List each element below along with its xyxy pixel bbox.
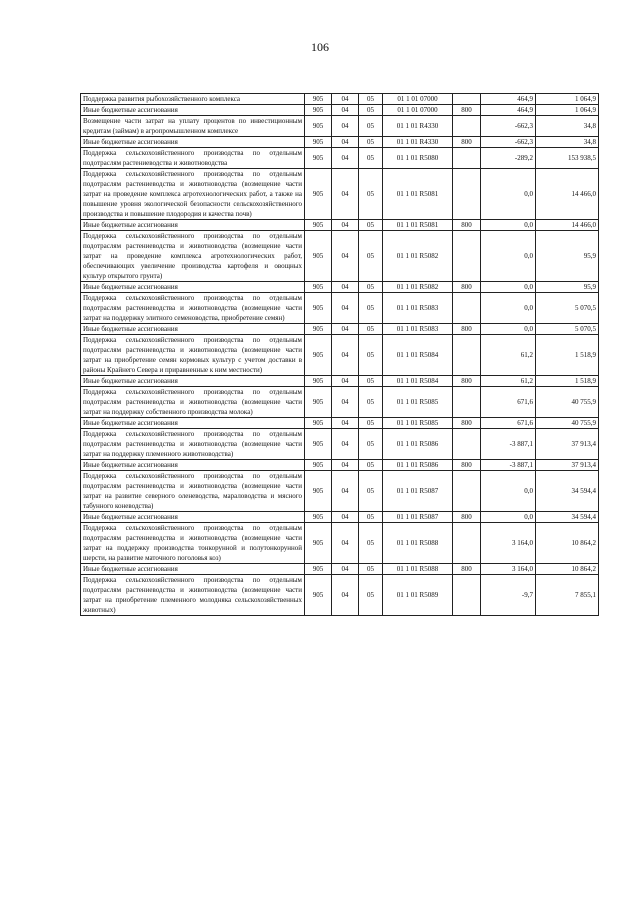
cell-change-amount: 671,6 [481, 387, 536, 418]
cell-target-article: 01 1 01 R4330 [383, 137, 453, 148]
cell-change-amount: 0,0 [481, 512, 536, 523]
cell-expense-type: 800 [453, 220, 481, 231]
cell-subsection: 05 [359, 460, 383, 471]
cell-subsection: 05 [359, 387, 383, 418]
cell-total-amount: 1 518,9 [536, 376, 599, 387]
cell-subsection: 05 [359, 282, 383, 293]
cell-name: Поддержка развития рыбохозяйственного комплекса [81, 94, 305, 105]
table-row [81, 523, 599, 564]
cell-change-amount: 3 164,0 [481, 523, 536, 564]
cell-subsection: 05 [359, 471, 383, 512]
table-row [81, 324, 599, 335]
cell-expense-type [453, 116, 481, 137]
cell-name: Поддержка сельскохозяйственного производства по отдельным подотраслям растениеводства и животноводства (возмещение части затрат на поддержку собственного производства молока) [81, 387, 305, 418]
cell-subsection: 05 [359, 220, 383, 231]
cell-change-amount: -662,3 [481, 137, 536, 148]
cell-subsection: 05 [359, 575, 383, 616]
cell-target-article: 01 1 01 R5085 [383, 387, 453, 418]
cell-expense-type [453, 429, 481, 460]
cell-target-article: 01 1 01 R5088 [383, 523, 453, 564]
cell-section: 04 [332, 575, 359, 616]
cell-name: Иные бюджетные ассигнования [81, 324, 305, 335]
cell-expense-type: 800 [453, 376, 481, 387]
cell-total-amount: 34,8 [536, 137, 599, 148]
cell-target-article: 01 1 01 R4330 [383, 116, 453, 137]
table-body [81, 94, 599, 616]
cell-grbs: 905 [305, 94, 332, 105]
cell-expense-type [453, 293, 481, 324]
cell-total-amount: 1 518,9 [536, 335, 599, 376]
cell-target-article: 01 1 01 R5083 [383, 324, 453, 335]
cell-section: 04 [332, 564, 359, 575]
cell-expense-type: 800 [453, 282, 481, 293]
cell-subsection: 05 [359, 418, 383, 429]
cell-target-article: 01 1 01 07000 [383, 105, 453, 116]
cell-name: Поддержка сельскохозяйственного производства по отдельным подотраслям растениеводства и животноводства (возмещение части затрат на приобретение семян кормовых культур с учетом доставки в районы Крайнего Севера и приравненные к ним местности) [81, 335, 305, 376]
cell-total-amount: 10 864,2 [536, 523, 599, 564]
cell-change-amount: 61,2 [481, 335, 536, 376]
cell-expense-type [453, 94, 481, 105]
cell-total-amount: 40 755,9 [536, 418, 599, 429]
cell-change-amount: -662,3 [481, 116, 536, 137]
cell-expense-type [453, 575, 481, 616]
cell-section: 04 [332, 148, 359, 169]
cell-section: 04 [332, 335, 359, 376]
cell-target-article: 01 1 01 R5088 [383, 564, 453, 575]
cell-change-amount: 0,0 [481, 293, 536, 324]
table-row [81, 116, 599, 137]
cell-total-amount: 14 466,0 [536, 220, 599, 231]
cell-grbs: 905 [305, 169, 332, 220]
cell-section: 04 [332, 169, 359, 220]
cell-total-amount: 7 855,1 [536, 575, 599, 616]
cell-grbs: 905 [305, 471, 332, 512]
table-row [81, 231, 599, 282]
table-row [81, 293, 599, 324]
cell-target-article: 01 1 01 R5081 [383, 169, 453, 220]
cell-change-amount: -9,7 [481, 575, 536, 616]
cell-name: Поддержка сельскохозяйственного производства по отдельным подотраслям растениеводства и животноводства (возмещение части затрат на поддержку производства тонкорунной и полутонкорунной шерсти, на развитие маточного поголовья коз) [81, 523, 305, 564]
cell-change-amount: 464,9 [481, 105, 536, 116]
cell-grbs: 905 [305, 335, 332, 376]
cell-section: 04 [332, 220, 359, 231]
table-row [81, 564, 599, 575]
cell-section: 04 [332, 231, 359, 282]
table-row [81, 512, 599, 523]
cell-grbs: 905 [305, 564, 332, 575]
cell-total-amount: 37 913,4 [536, 429, 599, 460]
table-row [81, 220, 599, 231]
cell-name: Поддержка сельскохозяйственного производства по отдельным подотраслям растениеводства и животноводства (возмещение части затрат на поддержку племенного животноводства) [81, 429, 305, 460]
cell-name: Поддержка сельскохозяйственного производства по отдельным подотраслям растениеводства и животноводства (возмещение части затрат на развитие северного оленеводства, мараловодства и мясного табунного коневодства) [81, 471, 305, 512]
cell-name: Иные бюджетные ассигнования [81, 512, 305, 523]
cell-grbs: 905 [305, 105, 332, 116]
cell-name: Иные бюджетные ассигнования [81, 137, 305, 148]
cell-section: 04 [332, 376, 359, 387]
cell-change-amount: 0,0 [481, 282, 536, 293]
cell-change-amount: 0,0 [481, 471, 536, 512]
cell-total-amount: 1 064,9 [536, 94, 599, 105]
cell-total-amount: 37 913,4 [536, 460, 599, 471]
cell-total-amount: 95,9 [536, 282, 599, 293]
cell-section: 04 [332, 387, 359, 418]
cell-expense-type: 800 [453, 512, 481, 523]
cell-subsection: 05 [359, 94, 383, 105]
table-row [81, 575, 599, 616]
cell-grbs: 905 [305, 575, 332, 616]
cell-change-amount: 0,0 [481, 324, 536, 335]
cell-target-article: 01 1 01 R5082 [383, 282, 453, 293]
cell-expense-type [453, 387, 481, 418]
cell-grbs: 905 [305, 293, 332, 324]
cell-target-article: 01 1 01 R5086 [383, 460, 453, 471]
page-number: 106 [311, 40, 329, 54]
table-row [81, 460, 599, 471]
cell-change-amount: 61,2 [481, 376, 536, 387]
cell-name: Иные бюджетные ассигнования [81, 282, 305, 293]
cell-total-amount: 40 755,9 [536, 387, 599, 418]
cell-grbs: 905 [305, 231, 332, 282]
cell-name: Возмещение части затрат на уплату процентов по инвестиционным кредитам (займам) в агропромышленном комплексе [81, 116, 305, 137]
cell-change-amount: 3 164,0 [481, 564, 536, 575]
table-row [81, 94, 599, 105]
table-row [81, 429, 599, 460]
cell-expense-type: 800 [453, 460, 481, 471]
cell-expense-type [453, 148, 481, 169]
cell-subsection: 05 [359, 293, 383, 324]
cell-grbs: 905 [305, 148, 332, 169]
cell-total-amount: 34 594,4 [536, 512, 599, 523]
cell-grbs: 905 [305, 523, 332, 564]
cell-target-article: 01 1 01 R5089 [383, 575, 453, 616]
cell-grbs: 905 [305, 512, 332, 523]
cell-name: Поддержка сельскохозяйственного производства по отдельным подотраслям растениеводства и животноводства (возмещение части затрат на приобретение племенного молодняка сельскохозяйственных животных) [81, 575, 305, 616]
cell-change-amount: 0,0 [481, 231, 536, 282]
table-row [81, 148, 599, 169]
cell-grbs: 905 [305, 387, 332, 418]
cell-grbs: 905 [305, 376, 332, 387]
cell-name: Иные бюджетные ассигнования [81, 376, 305, 387]
cell-section: 04 [332, 324, 359, 335]
cell-change-amount: 0,0 [481, 220, 536, 231]
cell-target-article: 01 1 01 R5084 [383, 376, 453, 387]
cell-name: Поддержка сельскохозяйственного производства по отдельным подотраслям растениеводства и животноводства (возмещение части затрат на поддержку элитного семеноводства, приобретение семян) [81, 293, 305, 324]
cell-target-article: 01 1 01 R5084 [383, 335, 453, 376]
cell-subsection: 05 [359, 335, 383, 376]
cell-target-article: 01 1 01 R5080 [383, 148, 453, 169]
cell-total-amount: 10 864,2 [536, 564, 599, 575]
cell-section: 04 [332, 94, 359, 105]
cell-total-amount: 95,9 [536, 231, 599, 282]
cell-expense-type [453, 523, 481, 564]
cell-change-amount: 671,6 [481, 418, 536, 429]
cell-expense-type: 800 [453, 564, 481, 575]
cell-target-article: 01 1 01 R5081 [383, 220, 453, 231]
table-row [81, 282, 599, 293]
cell-total-amount: 34,8 [536, 116, 599, 137]
cell-change-amount: -289,2 [481, 148, 536, 169]
cell-target-article: 01 1 01 07000 [383, 94, 453, 105]
table-row [81, 387, 599, 418]
cell-grbs: 905 [305, 116, 332, 137]
cell-grbs: 905 [305, 137, 332, 148]
table-row [81, 137, 599, 148]
cell-change-amount: -3 887,1 [481, 429, 536, 460]
cell-total-amount: 5 070,5 [536, 293, 599, 324]
cell-total-amount: 5 070,5 [536, 324, 599, 335]
cell-subsection: 05 [359, 137, 383, 148]
cell-grbs: 905 [305, 460, 332, 471]
cell-expense-type [453, 471, 481, 512]
cell-expense-type: 800 [453, 137, 481, 148]
cell-section: 04 [332, 293, 359, 324]
cell-target-article: 01 1 01 R5083 [383, 293, 453, 324]
cell-subsection: 05 [359, 376, 383, 387]
cell-section: 04 [332, 512, 359, 523]
table-row [81, 169, 599, 220]
cell-subsection: 05 [359, 116, 383, 137]
cell-name: Поддержка сельскохозяйственного производства по отдельным подотраслям растениеводства и животноводства [81, 148, 305, 169]
cell-subsection: 05 [359, 231, 383, 282]
cell-change-amount: 464,9 [481, 94, 536, 105]
cell-section: 04 [332, 418, 359, 429]
cell-section: 04 [332, 523, 359, 564]
cell-section: 04 [332, 429, 359, 460]
cell-name: Иные бюджетные ассигнования [81, 564, 305, 575]
cell-subsection: 05 [359, 523, 383, 564]
cell-name: Поддержка сельскохозяйственного производства по отдельным подотраслям растениеводства и животноводства (возмещение части затрат на проведение комплекса агротехнологических работ, обеспечивающих увеличение производства картофеля и овощных культур открытого грунта) [81, 231, 305, 282]
cell-subsection: 05 [359, 564, 383, 575]
table-row [81, 418, 599, 429]
cell-subsection: 05 [359, 148, 383, 169]
cell-subsection: 05 [359, 169, 383, 220]
cell-section: 04 [332, 471, 359, 512]
cell-target-article: 01 1 01 R5085 [383, 418, 453, 429]
cell-target-article: 01 1 01 R5087 [383, 512, 453, 523]
cell-total-amount: 1 064,9 [536, 105, 599, 116]
cell-expense-type: 800 [453, 105, 481, 116]
cell-total-amount: 34 594,4 [536, 471, 599, 512]
cell-expense-type: 800 [453, 324, 481, 335]
cell-expense-type [453, 231, 481, 282]
cell-target-article: 01 1 01 R5082 [383, 231, 453, 282]
cell-name: Иные бюджетные ассигнования [81, 105, 305, 116]
cell-section: 04 [332, 282, 359, 293]
cell-section: 04 [332, 105, 359, 116]
cell-grbs: 905 [305, 282, 332, 293]
cell-total-amount: 153 938,5 [536, 148, 599, 169]
cell-target-article: 01 1 01 R5086 [383, 429, 453, 460]
cell-section: 04 [332, 116, 359, 137]
cell-section: 04 [332, 137, 359, 148]
cell-grbs: 905 [305, 418, 332, 429]
cell-name: Поддержка сельскохозяйственного производства по отдельным подотраслям растениеводства и животноводства (возмещение части затрат на проведение комплекса агротехнологических работ, а также на повышение уровня экологической безопасности сельскохозяйственного производства и повышение плодородия и качества почв) [81, 169, 305, 220]
table-row [81, 471, 599, 512]
cell-change-amount: -3 887,1 [481, 460, 536, 471]
budget-table [80, 93, 599, 616]
cell-grbs: 905 [305, 220, 332, 231]
cell-subsection: 05 [359, 512, 383, 523]
cell-name: Иные бюджетные ассигнования [81, 460, 305, 471]
cell-expense-type: 800 [453, 418, 481, 429]
cell-target-article: 01 1 01 R5087 [383, 471, 453, 512]
cell-subsection: 05 [359, 324, 383, 335]
cell-change-amount: 0,0 [481, 169, 536, 220]
table-row [81, 335, 599, 376]
cell-subsection: 05 [359, 429, 383, 460]
cell-expense-type [453, 335, 481, 376]
cell-grbs: 905 [305, 429, 332, 460]
cell-expense-type [453, 169, 481, 220]
table-row [81, 105, 599, 116]
cell-section: 04 [332, 460, 359, 471]
cell-total-amount: 14 466,0 [536, 169, 599, 220]
cell-grbs: 905 [305, 324, 332, 335]
cell-name: Иные бюджетные ассигнования [81, 220, 305, 231]
cell-name: Иные бюджетные ассигнования [81, 418, 305, 429]
table-row [81, 376, 599, 387]
cell-subsection: 05 [359, 105, 383, 116]
